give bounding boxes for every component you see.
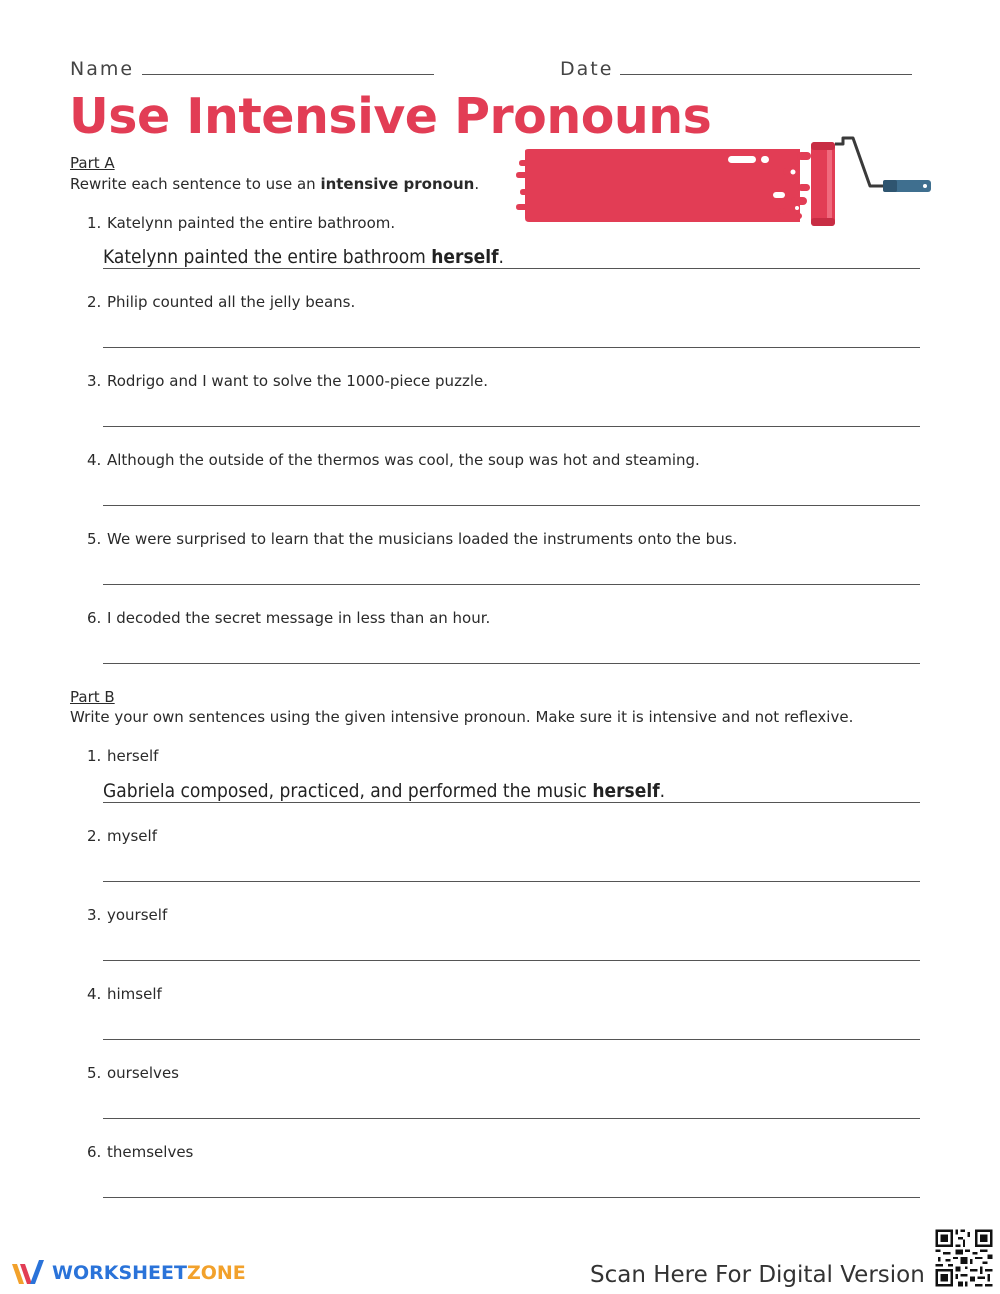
scan-text: Scan Here For Digital Version (590, 1262, 925, 1288)
date-label: Date (560, 58, 614, 80)
logo-word-zone: ZONE (186, 1262, 246, 1284)
pronoun-item: 3. yourself (87, 906, 168, 924)
pronoun-item: 1. herself (87, 747, 159, 765)
example-answer: Gabriela composed, practiced, and performed the music herself. (103, 780, 666, 802)
worksheetzone-logo[interactable] (10, 1258, 246, 1288)
question-item: 3. Rodrigo and I want to solve the 1000-piece puzzle. (87, 372, 488, 390)
answer-line[interactable] (103, 1197, 920, 1198)
answer-line[interactable] (103, 347, 920, 348)
part-a-instruction: Rewrite each sentence to use an intensive pronoun. (70, 175, 480, 193)
question-item: 1. Katelynn painted the entire bathroom. (87, 214, 396, 232)
qr-code-icon[interactable] (933, 1227, 995, 1289)
example-answer: Katelynn painted the entire bathroom herself. (103, 246, 504, 268)
answer-line[interactable] (103, 268, 920, 269)
answer-line[interactable] (103, 802, 920, 803)
part-b-instruction: Write your own sentences using the given intensive pronoun. Make sure it is intensive and not reflexive. (70, 708, 854, 726)
part-a-label: Part A (70, 154, 115, 172)
name-field-line[interactable] (142, 74, 434, 75)
name-label: Name (70, 58, 135, 80)
question-item: 6. I decoded the secret message in less than an hour. (87, 609, 491, 627)
answer-line[interactable] (103, 663, 920, 664)
page-title: Use Intensive Pronouns (69, 88, 712, 145)
answer-line[interactable] (103, 1039, 920, 1040)
question-item: 4. Although the outside of the thermos was cool, the soup was hot and steaming. (87, 451, 700, 469)
paint-roller-icon (515, 134, 940, 229)
answer-line[interactable] (103, 426, 920, 427)
question-item: 2. Philip counted all the jelly beans. (87, 293, 356, 311)
part-b-label: Part B (70, 688, 115, 706)
logo-word-worksheet: WORKSHEET (52, 1262, 187, 1284)
answer-line[interactable] (103, 881, 920, 882)
pronoun-item: 2. myself (87, 827, 157, 845)
answer-line[interactable] (103, 584, 920, 585)
answer-line[interactable] (103, 960, 920, 961)
date-field-line[interactable] (620, 74, 912, 75)
pronoun-item: 6. themselves (87, 1143, 194, 1161)
worksheetzone-logo-icon (10, 1258, 46, 1288)
answer-line[interactable] (103, 1118, 920, 1119)
question-item: 5. We were surprised to learn that the musicians loaded the instruments onto the bus. (87, 530, 738, 548)
pronoun-item: 4. himself (87, 985, 162, 1003)
pronoun-item: 5. ourselves (87, 1064, 179, 1082)
answer-line[interactable] (103, 505, 920, 506)
